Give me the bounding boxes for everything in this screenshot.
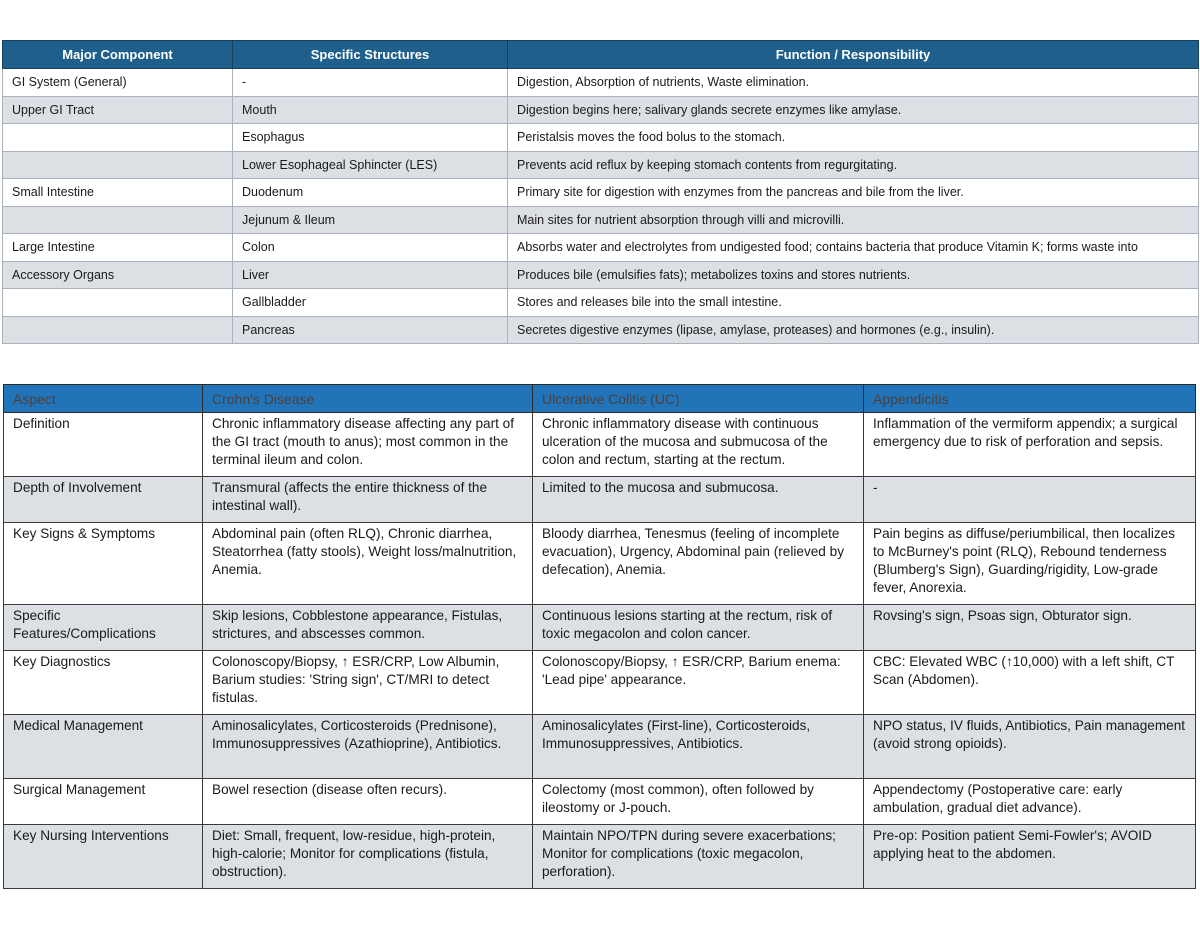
aspect-cell: Specific Features/Complications [4,605,203,651]
table-row [3,69,1199,97]
crohns-cell: Chronic inflammatory disease affecting any part of the GI tract (mouth to anus); most common in the terminal ileum and colon. [203,413,533,477]
aspect-cell: Depth of Involvement [4,477,203,523]
function-cell: Absorbs water and electrolytes from undigested food; contains bacteria that produce Vitamin K; forms waste into [508,234,1199,262]
uc-cell: Colonoscopy/Biopsy, ↑ ESR/CRP, Barium enema: 'Lead pipe' appearance. [533,651,864,715]
function-cell: Secretes digestive enzymes (lipase, amylase, proteases) and hormones (e.g., insulin). [508,316,1199,344]
crohns-cell: Colonoscopy/Biopsy, ↑ ESR/CRP, Low Albumin, Barium studies: 'String sign', CT/MRI to detect fistulas. [203,651,533,715]
function-cell: Stores and releases bile into the small intestine. [508,289,1199,317]
structure-cell: Esophagus [233,124,508,152]
table-row [3,124,1199,152]
uc-cell: Maintain NPO/TPN during severe exacerbations; Monitor for complications (toxic megacolon, perforation). [533,825,864,889]
uc-cell: Bloody diarrhea, Tenesmus (feeling of incomplete evacuation), Urgency, Abdominal pain (relieved by defecation), Anemia. [533,523,864,605]
major-component-cell: Small Intestine [3,179,233,207]
major-component-cell [3,206,233,234]
appendicitis-cell: Appendectomy (Postoperative care: early ambulation, gradual diet advance). [864,779,1196,825]
major-component-cell [3,124,233,152]
crohns-cell: Skip lesions, Cobblestone appearance, Fistulas, strictures, and abscesses common. [203,605,533,651]
aspect-cell: Key Diagnostics [4,651,203,715]
appendicitis-cell: Pre-op: Position patient Semi-Fowler's; AVOID applying heat to the abdomen. [864,825,1196,889]
column-header: Aspect [4,385,203,413]
column-header: Major Component [3,41,233,69]
column-header: Function / Responsibility [508,41,1199,69]
appendicitis-cell: Pain begins as diffuse/periumbilical, then localizes to McBurney's point (RLQ), Rebound tenderness (Blumberg's Sign), Guarding/rigidity, Low-grade fever, Anorexia. [864,523,1196,605]
function-cell: Produces bile (emulsifies fats); metabolizes toxins and stores nutrients. [508,261,1199,289]
structure-cell: Colon [233,234,508,262]
structure-cell: Mouth [233,96,508,124]
uc-cell: Chronic inflammatory disease with continuous ulceration of the mucosa and submucosa of the colon and rectum, starting at the rectum. [533,413,864,477]
table-row [4,651,1196,715]
uc-cell: Limited to the mucosa and submucosa. [533,477,864,523]
function-cell: Primary site for digestion with enzymes from the pancreas and bile from the liver. [508,179,1199,207]
appendicitis-cell: NPO status, IV fluids, Antibiotics, Pain management (avoid strong opioids). [864,715,1196,779]
function-cell: Peristalsis moves the food bolus to the stomach. [508,124,1199,152]
major-component-cell: GI System (General) [3,69,233,97]
aspect-cell: Key Nursing Interventions [4,825,203,889]
major-component-cell: Upper GI Tract [3,96,233,124]
appendicitis-cell: Inflammation of the vermiform appendix; a surgical emergency due to risk of perforation and sepsis. [864,413,1196,477]
major-component-cell [3,151,233,179]
structure-cell: Lower Esophageal Sphincter (LES) [233,151,508,179]
crohns-cell: Abdominal pain (often RLQ), Chronic diarrhea, Steatorrhea (fatty stools), Weight loss/malnutrition, Anemia. [203,523,533,605]
crohns-cell: Bowel resection (disease often recurs). [203,779,533,825]
appendicitis-cell: CBC: Elevated WBC (↑10,000) with a left shift, CT Scan (Abdomen). [864,651,1196,715]
column-header: Specific Structures [233,41,508,69]
crohns-cell: Transmural (affects the entire thickness of the intestinal wall). [203,477,533,523]
crohns-cell: Diet: Small, frequent, low-residue, high-protein, high-calorie; Monitor for complications (fistula, obstruction). [203,825,533,889]
structure-cell: Pancreas [233,316,508,344]
uc-cell: Colectomy (most common), often followed by ileostomy or J-pouch. [533,779,864,825]
table-row [4,715,1196,779]
column-header: Ulcerative Colitis (UC) [533,385,864,413]
aspect-cell: Key Signs & Symptoms [4,523,203,605]
table-row [3,96,1199,124]
structure-cell: - [233,69,508,97]
table-row [3,234,1199,262]
function-cell: Prevents acid reflux by keeping stomach contents from regurgitating. [508,151,1199,179]
function-cell: Digestion, Absorption of nutrients, Waste elimination. [508,69,1199,97]
table-row [3,206,1199,234]
uc-cell: Aminosalicylates (First-line), Corticosteroids, Immunosuppressives, Antibiotics. [533,715,864,779]
table-row [3,261,1199,289]
structure-cell: Duodenum [233,179,508,207]
function-cell: Main sites for nutrient absorption through villi and microvilli. [508,206,1199,234]
appendicitis-cell: - [864,477,1196,523]
appendicitis-cell: Rovsing's sign, Psoas sign, Obturator sign. [864,605,1196,651]
gi-anatomy-table [2,40,1199,344]
major-component-cell [3,289,233,317]
crohns-cell: Aminosalicylates, Corticosteroids (Prednisone), Immunosuppressives (Azathioprine), Antibiotics. [203,715,533,779]
aspect-cell: Definition [4,413,203,477]
major-component-cell: Accessory Organs [3,261,233,289]
function-cell: Digestion begins here; salivary glands secrete enzymes like amylase. [508,96,1199,124]
aspect-cell: Surgical Management [4,779,203,825]
structure-cell: Gallbladder [233,289,508,317]
uc-cell: Continuous lesions starting at the rectum, risk of toxic megacolon and colon cancer. [533,605,864,651]
table-row [3,316,1199,344]
major-component-cell: Large Intestine [3,234,233,262]
table-row [4,523,1196,605]
table-row [4,477,1196,523]
table-header-row [4,385,1196,413]
structure-cell: Liver [233,261,508,289]
structure-cell: Jejunum & Ileum [233,206,508,234]
table-row [4,605,1196,651]
major-component-cell [3,316,233,344]
table-header-row [3,41,1199,69]
aspect-cell: Medical Management [4,715,203,779]
table-row [4,413,1196,477]
table-row [3,289,1199,317]
table-row [4,825,1196,889]
gi-disease-comparison-table [3,384,1196,889]
table-row [3,179,1199,207]
column-header: Appendicitis [864,385,1196,413]
table-row [4,779,1196,825]
column-header: Crohn's Disease [203,385,533,413]
table-row [3,151,1199,179]
